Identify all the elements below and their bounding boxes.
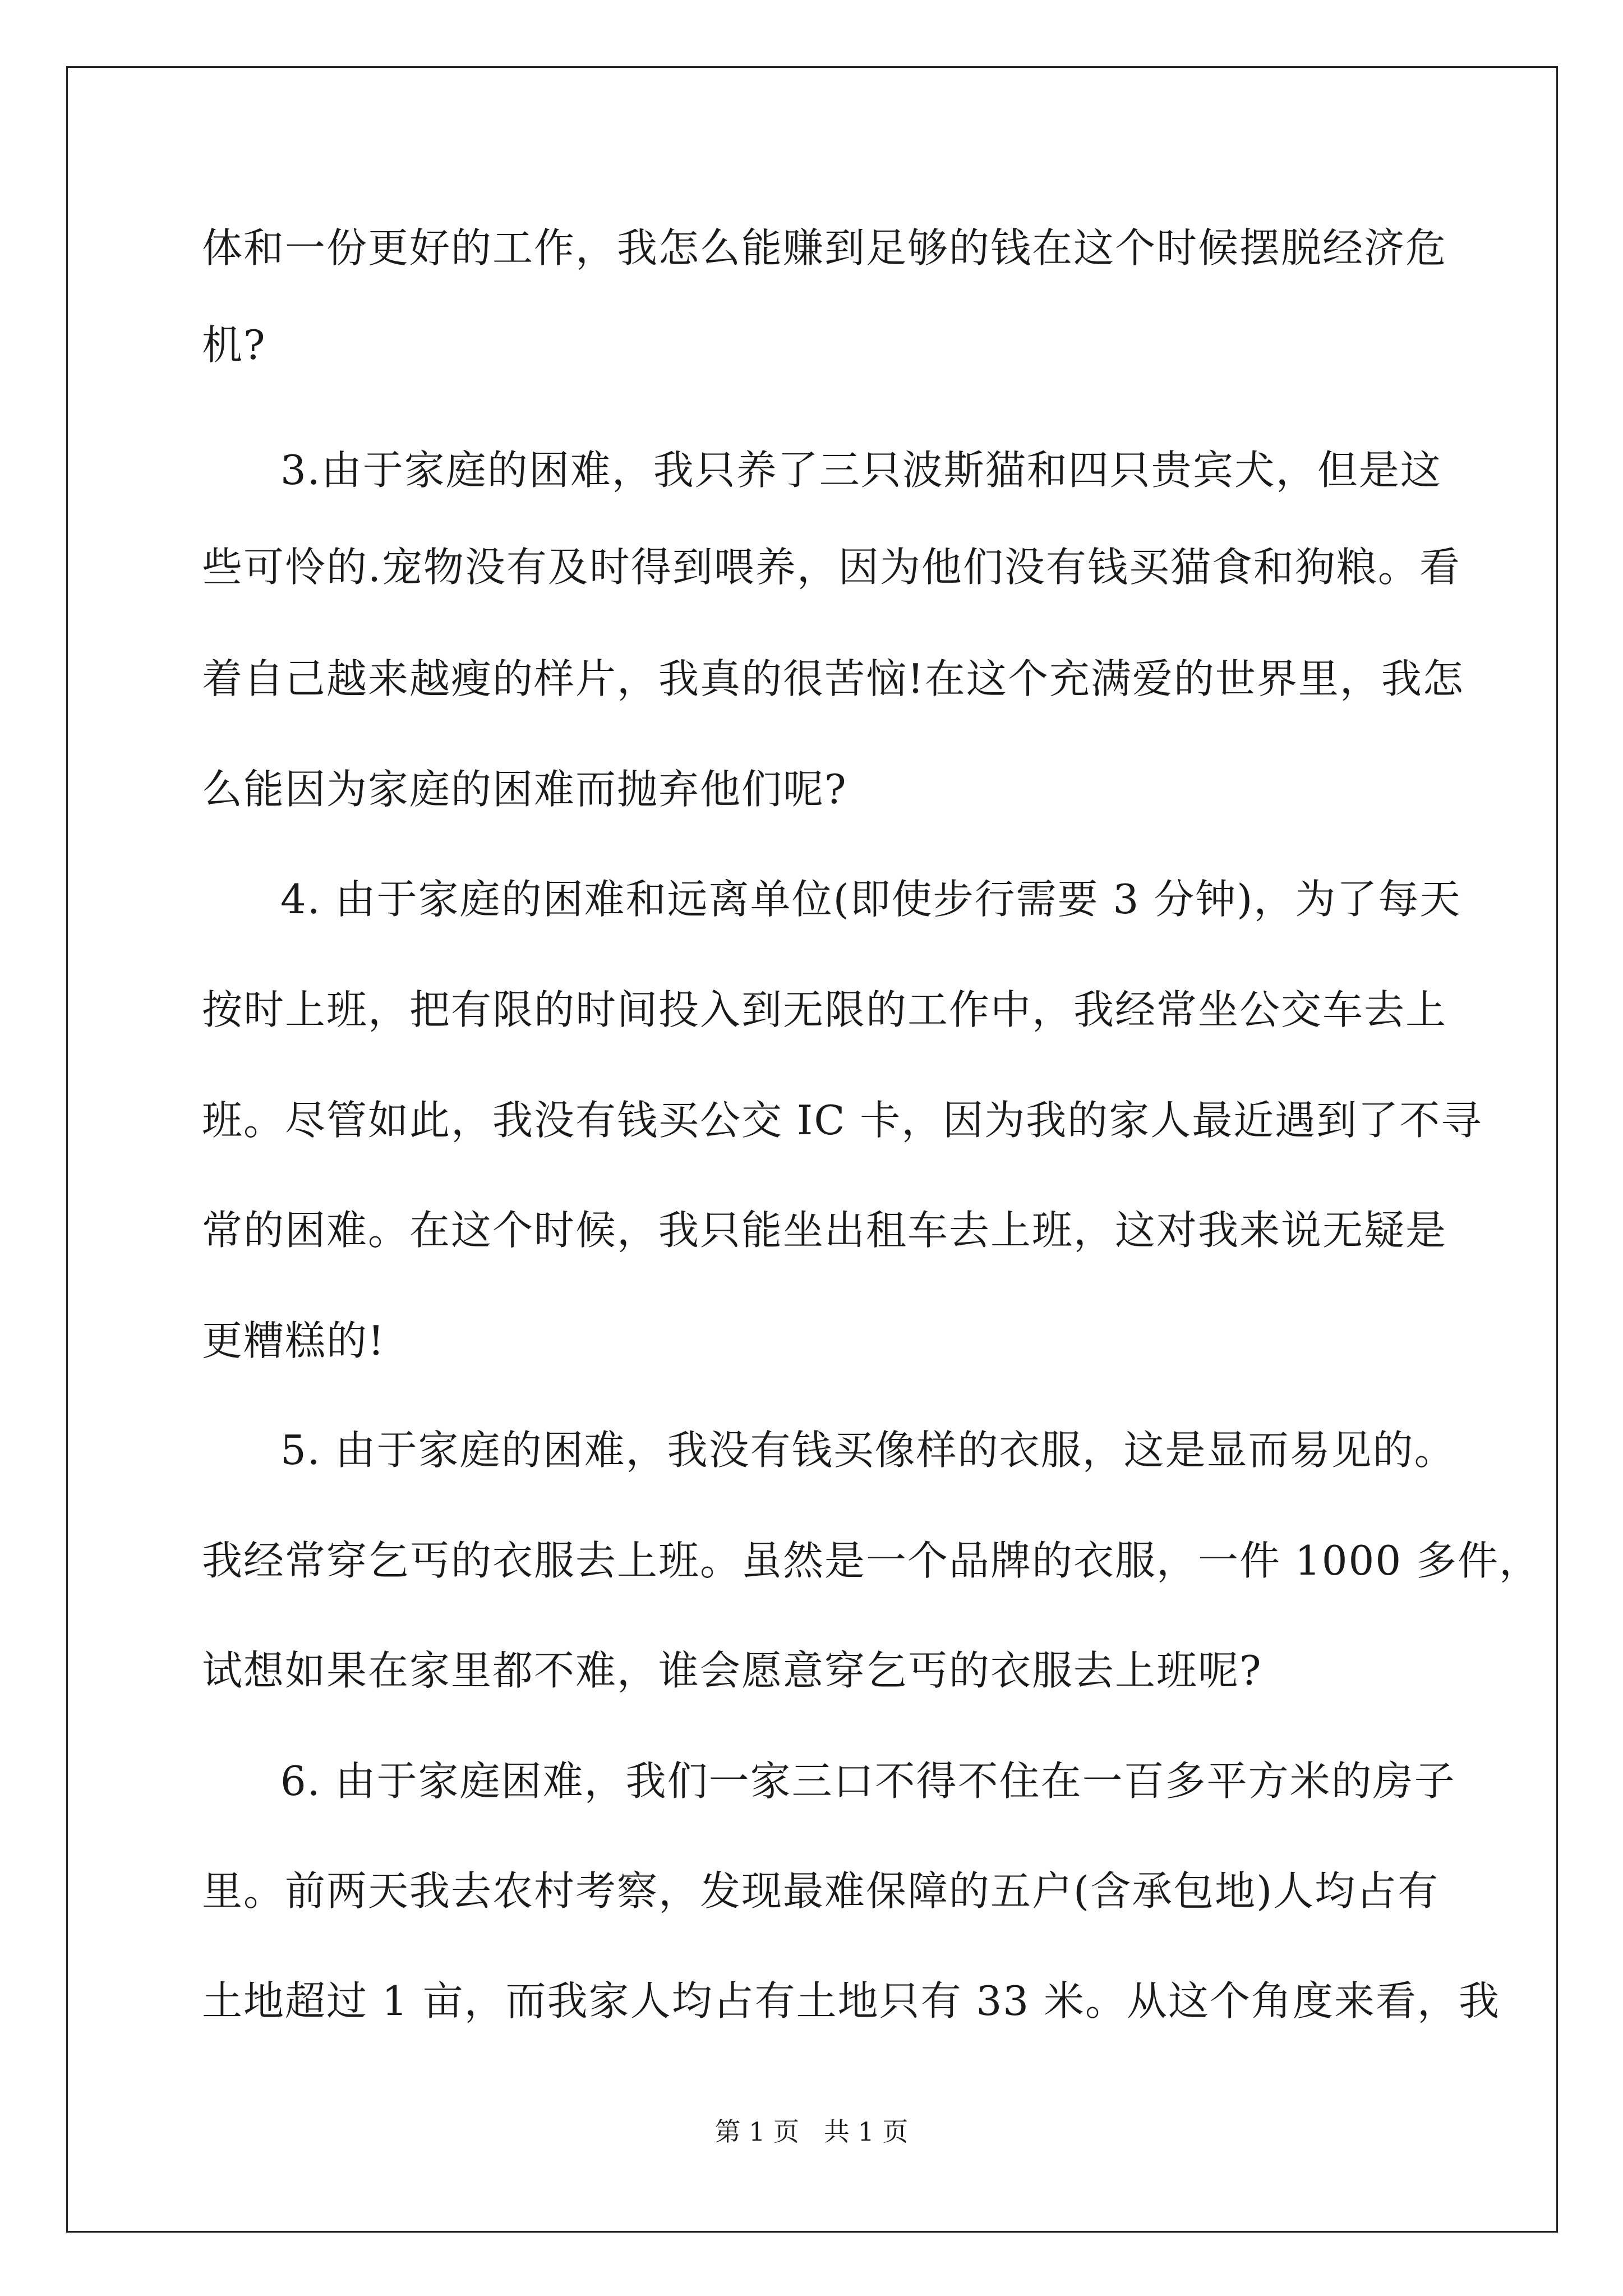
text-line: 体和一份更好的工作，我怎么能赚到足够的钱在这个时候摆脱经济危 (202, 224, 1447, 272)
text-line: 里。前两天我去农村考察，发现最难保障的五户(含承包地)人均占有 (202, 1867, 1440, 1915)
text-line: 些可怜的.宠物没有及时得到喂养，因为他们没有钱买猫食和狗粮。看 (202, 544, 1461, 591)
text-line: 着自己越来越瘦的样片，我真的很苦恼!在这个充满爱的世界里，我怎 (202, 655, 1464, 702)
text-line: 6. 由于家庭困难，我们一家三口不得不住在一百多平方米的房子 (280, 1757, 1456, 1805)
text-line: 3.由于家庭的困难，我只养了三只波斯猫和四只贵宾犬，但是这 (280, 447, 1442, 494)
text-line: 我经常穿乞丐的衣服去上班。虽然是一个品牌的衣服，一件 1000 多件， (202, 1537, 1541, 1584)
text-line: 常的困难。在这个时候，我只能坐出租车去上班，这对我来说无疑是 (202, 1207, 1447, 1254)
text-line: 班。尽管如此，我没有钱买公交 IC 卡，因为我的家人最近遇到了不寻 (202, 1097, 1483, 1144)
text-line: 么能因为家庭的困难而抛弃他们呢? (202, 766, 847, 813)
text-line: 5. 由于家庭的困难，我没有钱买像样的衣服，这是显而易见的。 (280, 1427, 1456, 1474)
page-number-footer: 第 1 页 共 1 页 (714, 2116, 909, 2147)
text-line: 更糟糕的! (202, 1317, 385, 1364)
text-line: 试想如果在家里都不难，谁会愿意穿乞丐的衣服去上班呢? (202, 1647, 1262, 1694)
text-line: 按时上班，把有限的时间投入到无限的工作中，我经常坐公交车去上 (202, 986, 1447, 1033)
text-line: 4. 由于家庭的困难和远离单位(即使步行需要 3 分钟)，为了每天 (280, 876, 1461, 923)
text-line: 机? (202, 321, 266, 369)
text-line: 土地超过 1 亩，而我家人均占有土地只有 33 米。从这个角度来看，我 (202, 1977, 1500, 2024)
